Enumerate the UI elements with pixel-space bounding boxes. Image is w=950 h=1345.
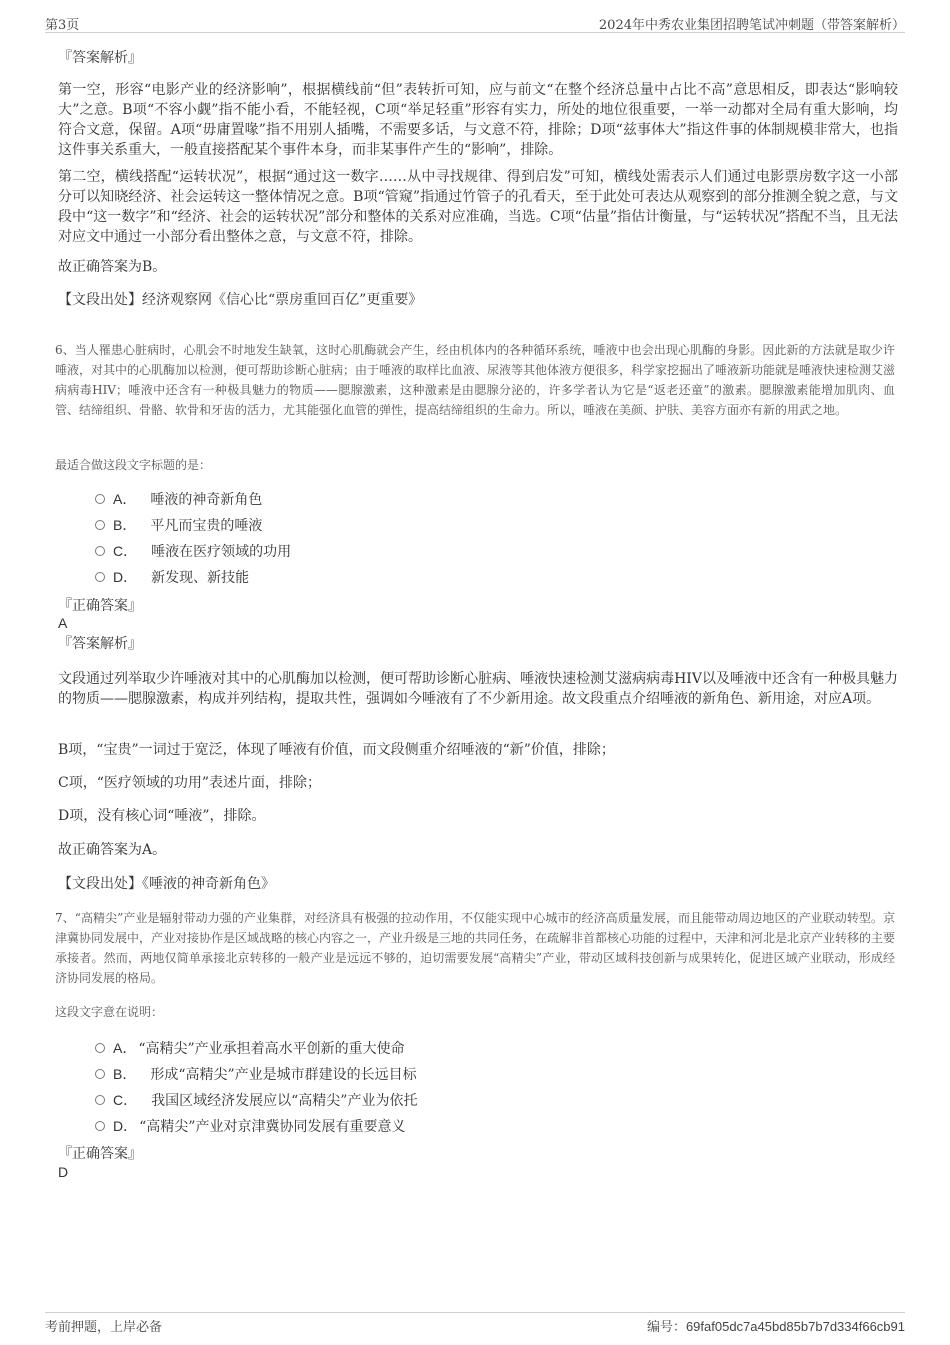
source-citation: 【文段出处】经济观察网《信心比“票房重回百亿”更重要》 [58,292,423,308]
radio-icon[interactable] [95,494,105,504]
q7-option-c[interactable]: C． 我国区域经济发展应以“高精尖”产业为依托 [95,1090,417,1110]
footer-slogan: 考前押题，上岸必备 [45,1320,163,1335]
document-id [647,1316,905,1335]
analysis-paragraph-1: 第一空，形容“电影产业的经济影响”，根据横线前“但”表转折可知，应与前文“在整个经济总量中占比不高”意思相反，即表达“影响较大”之意。B项“不容小觑”指不能小看，不能轻视，C项“举足轻重”形容有实力，所处的地位很重要，一举一动都对全局有重大影响，均符合文意，保留。A项“毋庸置喙”指不用别人插嘴，不需要多话，与文意不符，排除；D项“兹事体大”指这件事的体制规模非常大，也指这件事关系重大，一般直接搭配某个事件本身，而非某事件产生的“影响”，排除。 [58,82,898,158]
radio-icon[interactable] [95,546,105,556]
analysis-label: 『答案解析』 [58,50,142,66]
page-header [45,12,905,33]
correct-answer-label: 『正确答案』 [58,598,142,614]
document-id-value: 69faf05dc7a45bd85b7b7d334f66cb91 [685,1319,905,1334]
q6-option-c[interactable]: C． 唾液在医疗领域的功用 [95,541,291,561]
q6-analysis-4: D项，没有核心词“唾液”，排除。 [58,808,266,824]
q6-option-b[interactable]: B． 平凡而宝贵的唾液 [95,515,262,535]
document-id-label: 编号： [646,1320,686,1335]
radio-icon[interactable] [95,1121,105,1131]
q6-option-d[interactable]: D． 新发现、新技能 [95,567,249,587]
radio-icon[interactable] [95,1043,105,1053]
correct-answer: A [58,615,68,631]
q6-analysis-1: 文段通过列举取少许唾液对其中的心肌酶加以检测，便可帮助诊断心脏病、唾液快速检测艾滋病病毒HIV以及唾液中还含有一种极具魅力的物质——腮腺激素，构成并列结构，提取共性，强调如今唾液有了不少新用途。故文段重点介绍唾液的新角色、新用途，对应A项。 [58,671,898,707]
radio-icon[interactable] [95,1095,105,1105]
q7-option-d[interactable]: D． “高精尖”产业对京津冀协同发展有重要意义 [95,1116,405,1136]
analysis-label: 『答案解析』 [58,636,142,652]
q6-analysis-conclusion: 故正确答案为A。 [58,842,167,858]
question-7-stem: 7、“高精尖”产业是辐射带动力强的产业集群，对经济具有极强的拉动作用，不仅能实现中心城市的经济高质量发展，而且能带动周边地区的产业联动转型。京津冀协同发展中，产业对接协作是区域战略的核心内容之一，产业升级是三地的共同任务，在疏解非首都核心功能的过程中，天津和河北是北京产业转移的主要承接者。然而，两地仅简单承接北京转移的一般产业是远远不够的，迫切需要发展“高精尖”产业，带动区域科技创新与成果转化，促进区域产业联动，形成经济协同发展的格局。 [55,911,896,985]
radio-icon[interactable] [95,572,105,582]
question-7-prompt: 这段文字意在说明： [55,1005,164,1019]
correct-answer-label: 『正确答案』 [58,1146,142,1162]
radio-icon[interactable] [95,520,105,530]
analysis-paragraph-2: 第二空，横线搭配“运转状况”，根据“通过这一数字……从中寻找规律、得到启发”可知，横线处需表示人们通过电影票房数字这一小部分可以知晓经济、社会运转这一整体情况之意。B项“管窥”指通过竹管子的孔看天，至于此处可表达从观察到的部分推测全貌之意，与文段中“这一数字”和“经济、社会的运转状况”部分和整体的关系对应准确，当选。C项“估量”指估计衡量，与“运转状况”搭配不当，且无法对应文中通过一小部分看出整体之意，与文意不符，排除。 [58,169,898,245]
correct-answer: D [58,1164,69,1180]
q6-analysis-2: B项，“宝贵”一词过于宽泛，体现了唾液有价值，而文段侧重介绍唾液的“新”价值，排除； [58,742,615,758]
question-6-prompt: 最适合做这段文字标题的是： [55,458,212,472]
page-footer [45,1312,905,1335]
document-title: 2024年中秀农业集团招聘笔试冲刺题（带答案解析） [598,18,905,33]
q6-option-a[interactable]: A． 唾液的神奇新角色 [95,489,262,509]
q7-option-a[interactable]: A． “高精尖”产业承担着高水平创新的重大使命 [95,1038,405,1058]
q6-source-citation: 【文段出处】《唾液的神奇新角色》 [58,876,275,892]
question-6-stem: 6、当人罹患心脏病时，心肌会不时地发生缺氧，这时心肌酶就会产生，经由机体内的各种循环系统，唾液中也会出现心肌酶的身影。因此新的方法就是取少许唾液，对其中的心肌酶加以检测，便可帮助诊断心脏病；由于唾液的取样比血液、尿液等其他体液方便很多，科学家挖掘出了唾液新功能就是唾液快速检测艾滋病病毒HIV；唾液中还含有一种极具魅力的物质——腮腺激素，这种激素是由腮腺分泌的，许多学者认为它是“返老还童”的激素。腮腺激素能增加肌肉、血管、结缔组织、骨骼、软骨和牙齿的活力，尤其能强化血管的弹性，提高结缔组织的生命力。所以，唾液在美颜、护肤、美容方面亦有新的用武之地。 [55,343,896,417]
q6-analysis-3: C项，“医疗领域的功用”表述片面，排除； [58,775,322,791]
page-number: 第3页 [45,18,80,33]
radio-icon[interactable] [95,1069,105,1079]
analysis-conclusion: 故正确答案为B。 [58,259,167,275]
q7-option-b[interactable]: B． 形成“高精尖”产业是城市群建设的长远目标 [95,1064,417,1084]
